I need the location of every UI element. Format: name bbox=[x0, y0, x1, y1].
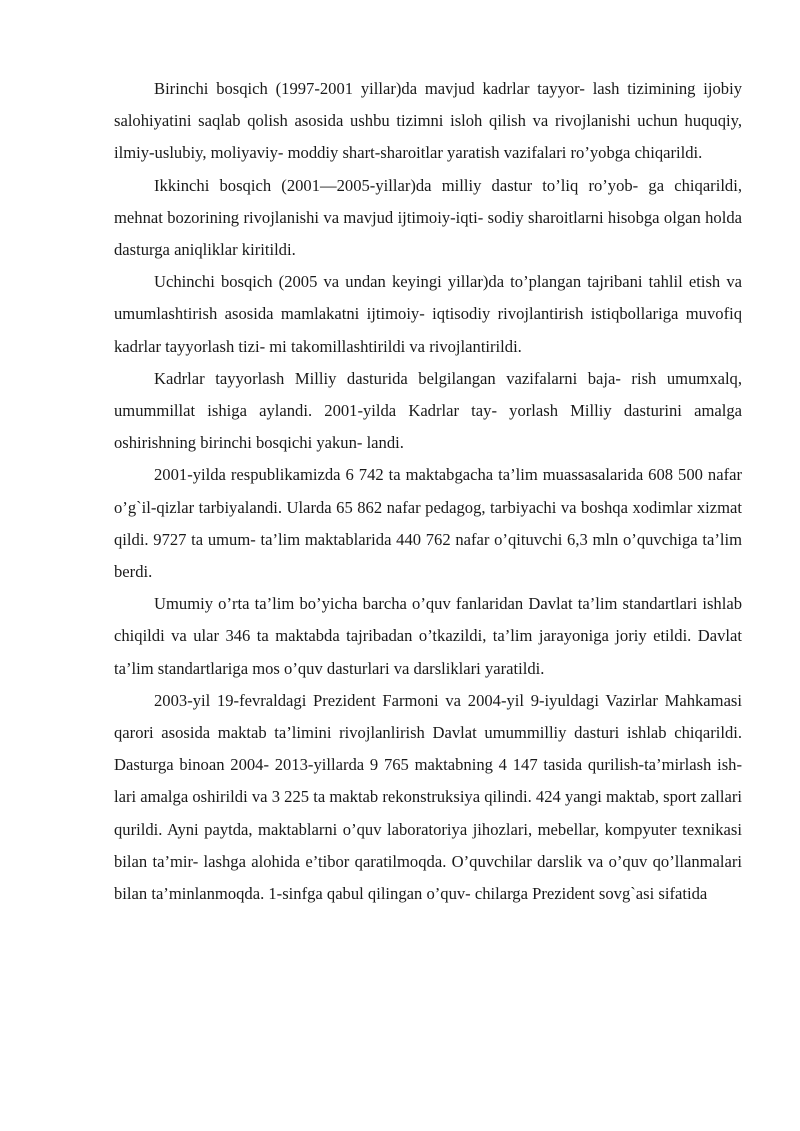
paragraph-stage-two: Ikkinchi bosqich (2001—2005-yillar)da milliy dastur to’liq ro’yob- ga chiqarildi, mehnat bozorining rivojlanishi va mavjud ijtimoiy-iqti- sodiy sharoitlarni hisobga olgan holda dasturga aniqliklar kiritildi. bbox=[114, 175, 742, 260]
document-page bbox=[114, 73, 742, 910]
paragraph-stage-three: Uchinchi bosqich (2005 va undan keyingi yillar)da to’plangan tajribani tahlil etish va umumlashtirish asosida mamlakatni ijtimoiy- iqtisodiy rivojlantirish istiqbollariga muvofiq kadrlar tayyorlash tizi- mi takomillashtirildi va rivojlantirildi. bbox=[114, 272, 742, 356]
paragraph-national-program: Kadrlar tayyorlash Milliy dasturida belgilangan vazifalarni baja- rish umumxalq, umummillat ishiga aylandi. 2001-yilda Kadrlar tay- yorlash Milliy dasturini amalga oshirishning birinchi bosqichi yakun- landi. bbox=[114, 368, 742, 453]
paragraph-education-standards: Umumiy o’rta ta’lim bo’yicha barcha o’quv fanlaridan Davlat ta’lim standartlari ishlab chiqildi va ular 346 ta maktabda tajribadan o’tkazildi, ta’lim jarayoniga joriy etildi. Davlat ta’lim standartlariga mos o’quv dasturlari va darsliklari yaratildi. bbox=[114, 594, 742, 678]
paragraph-school-program: 2003-yil 19-fevraldagi Prezident Farmoni va 2004-yil 9-iyuldagi Vazirlar Mahkamasi qarori asosida maktab ta’limini rivojlanlirish Davlat umummilliy dasturi ishlab chiqarildi. Dasturga binoan 2004- 2013-yillarda 9 765 maktabning 4 147 tasida qurilish-ta’mirlash ish- lari amalga oshirildi va 3 225 ta maktab rekonstruksiya qilindi. 424 yangi maktab, sport zallari qurildi. Ayni paytda, maktablarni o’quv laboratoriya jihozlari, mebellar, kompyuter texnikasi bilan ta’mir- lashga alohida e’tibor qaratilmoqda. O’quvchilar darslik va o’quv qo’llanmalari bilan ta’minlanmoqda. 1-sinfga qabul qilingan o’quv- chilarga Prezident sovg`asi sifatida bbox=[114, 690, 742, 904]
paragraph-stage-one: Birinchi bosqich (1997-2001 yillar)da mavjud kadrlar tayyor- lash tizimining ijobiy salohiyatini saqlab qolish asosida ushbu tizimni isloh qilish va rivojlanishi uchun huquqiy, ilmiy-uslubiy, moliyaviy- moddiy shart-sharoitlar yaratish vazifalari ro’yobga chiqarildi. bbox=[114, 79, 742, 163]
paragraph-2001-statistics: 2001-yilda respublikamizda 6 742 ta maktabgacha ta’lim muassasalarida 608 500 nafar o’g`il-qizlar tarbiyalandi. Ularda 65 862 nafar pedagog, tarbiyachi va boshqa xodimlar xizmat qildi. 9727 ta umum- ta’lim maktablarida 440 762 nafar o’qituvchi 6,3 mln o’quvchiga ta’lim berdi. bbox=[114, 465, 742, 582]
